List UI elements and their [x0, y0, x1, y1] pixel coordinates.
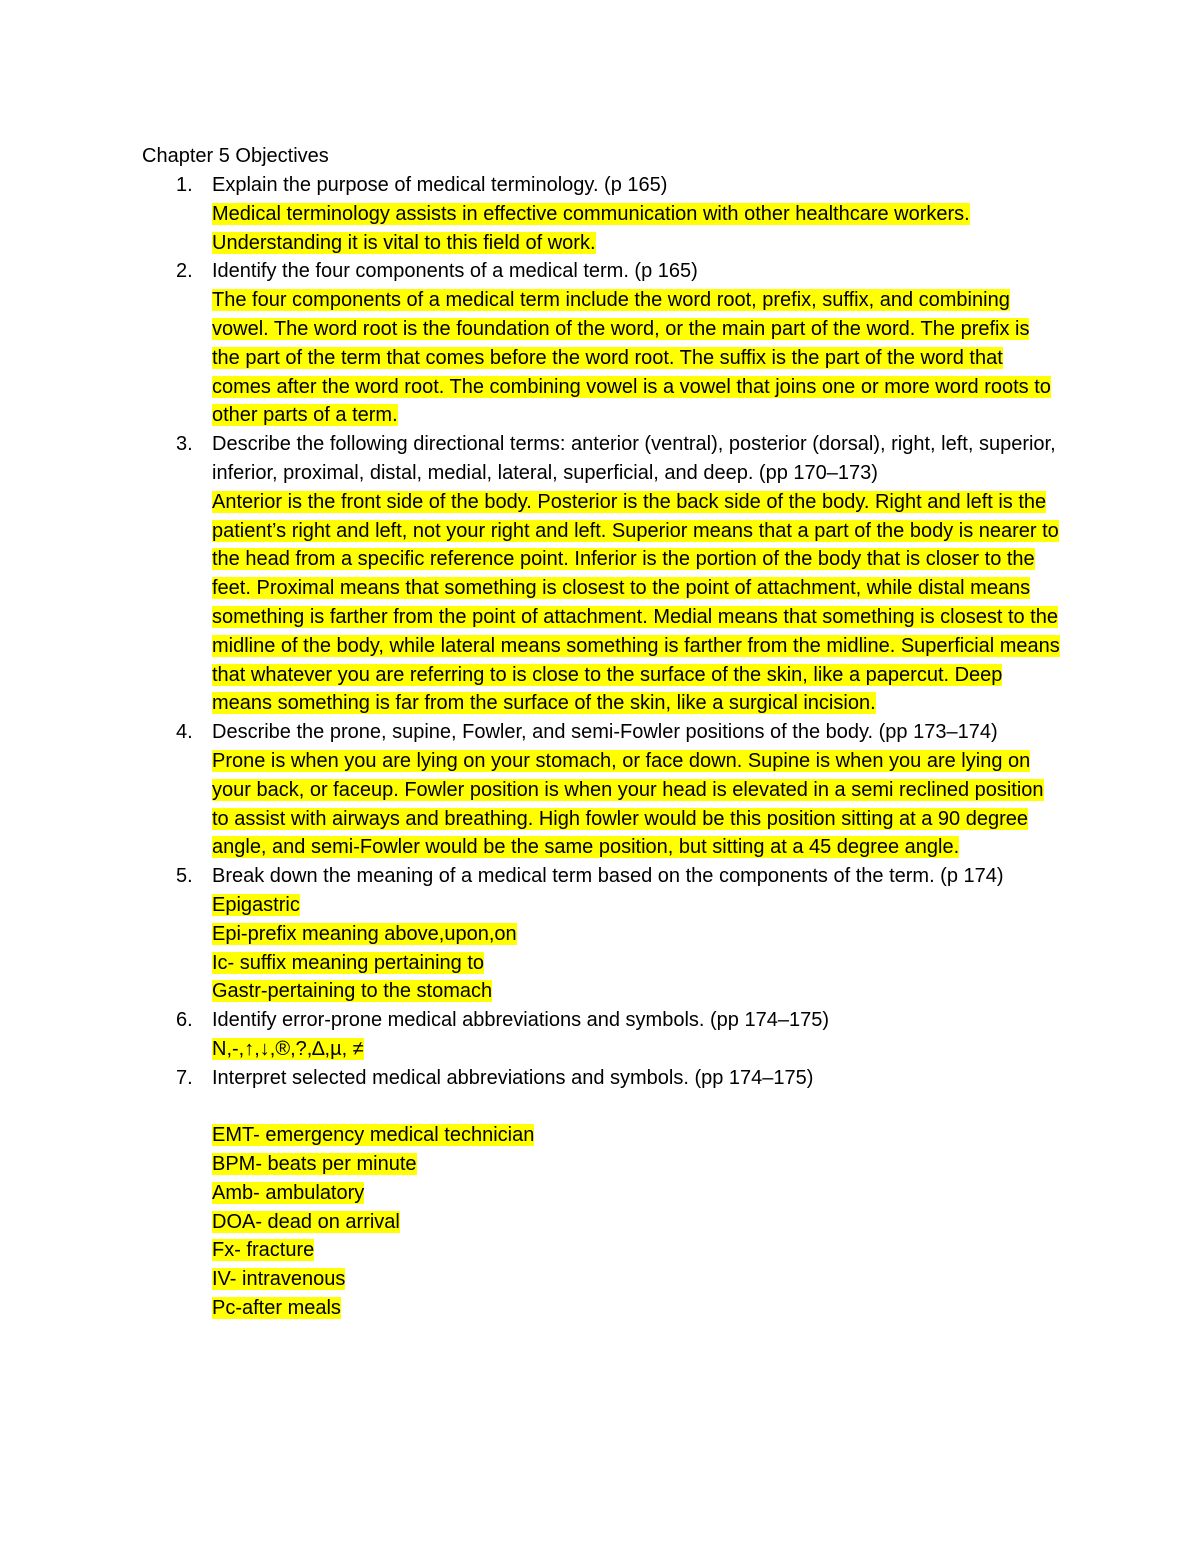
- objective-answer: [212, 1121, 1062, 1323]
- objective-question: Identify the four components of a medical term. (p 165): [212, 260, 698, 283]
- highlighted-answer-line: BPM- beats per minute: [212, 1153, 417, 1176]
- objective-answer: [212, 200, 1062, 258]
- objective-answer: [212, 1035, 1062, 1064]
- highlighted-answer-line: DOA- dead on arrival: [212, 1210, 400, 1233]
- highlighted-answer-line: EMT- emergency medical technician: [212, 1124, 535, 1147]
- objective-item: [142, 430, 1062, 718]
- highlighted-answer-text: Medical terminology assists in effective communication with other healthcare workers. Understanding it is vital to this field of work.: [212, 202, 970, 254]
- highlighted-answer-line: Pc-after meals: [212, 1297, 341, 1320]
- objective-item: [142, 718, 1062, 862]
- highlighted-answer-line: IV- intravenous: [212, 1268, 346, 1291]
- objective-item: [142, 862, 1062, 1006]
- objective-question: Interpret selected medical abbreviations and symbols. (pp 174–175): [212, 1066, 814, 1089]
- highlighted-answer-line: Epigastric: [212, 893, 300, 916]
- objective-answer: [212, 286, 1062, 430]
- objective-item: [142, 171, 1062, 257]
- highlighted-answer-text: Anterior is the front side of the body. Posterior is the back side of the body. Right and left is the patient’s right and left, not your right and left. Superior means that a part of the body is nearer to the head from a specific reference point. Inferior is the portion of the body that is closer to the feet. Proximal means that something is closest to the point of attachment, while distal means something is farther from the point of attachment. Medial means that something is closest to the midline of the body, while lateral means something is farther from the midline. Superficial means that whatever you are referring to is close to the surface of the skin, like a papercut. Deep means something is far from the surface of the skin, like a surgical incision.: [212, 490, 1060, 715]
- blank-line: [212, 1093, 1062, 1122]
- objective-number: 2.: [176, 260, 193, 283]
- objective-question: Describe the following directional terms: anterior (ventral), posterior (dorsal), right, left, superior, inferior, proximal, distal, medial, lateral, superficial, and deep. (pp 170–173): [212, 433, 1056, 484]
- objective-number: 1.: [176, 174, 193, 196]
- objective-item: [142, 257, 1062, 430]
- objective-number: 7.: [176, 1066, 193, 1089]
- objective-question: Describe the prone, supine, Fowler, and semi-Fowler positions of the body. (pp 173–174): [212, 721, 998, 744]
- highlighted-answer-text: The four components of a medical term include the word root, prefix, suffix, and combining vowel. The word root is the foundation of the word, or the main part of the word. The prefix is the part of the term that comes before the word root. The suffix is the part of the word that comes after the word root. The combining vowel is a vowel that joins one or more word roots to other parts of a term.: [212, 289, 1051, 427]
- highlighted-answer-text: Prone is when you are lying on your stomach, or face down. Supine is when you are lying on your back, or faceup. Fowler position is when your head is elevated in a semi reclined position to assist with airways and breathing. High fowler would be this position sitting at a 90 degree angle, and semi-Fowler would be the same position, but sitting at a 45 degree angle.: [212, 749, 1044, 859]
- highlighted-answer-text: N,-,↑,↓,®,?,∆,µ, ≠: [212, 1037, 364, 1060]
- objective-item: [142, 1064, 1062, 1323]
- objective-answer: [212, 488, 1062, 718]
- highlighted-answer-line: Gastr-pertaining to the stomach: [212, 980, 493, 1003]
- objective-item: [142, 1006, 1062, 1064]
- highlighted-answer-line: Ic- suffix meaning pertaining to: [212, 951, 485, 974]
- objective-number: 3.: [176, 433, 193, 456]
- objective-question: Explain the purpose of medical terminology. (p 165): [212, 174, 668, 196]
- objective-number: 6.: [176, 1009, 193, 1032]
- objective-answer: [212, 891, 1062, 1006]
- objective-question: Identify error-prone medical abbreviations and symbols. (pp 174–175): [212, 1009, 830, 1032]
- objective-answer: [212, 747, 1062, 862]
- objectives-list: [142, 171, 1062, 1323]
- objective-number: 4.: [176, 721, 193, 744]
- highlighted-answer-line: Amb- ambulatory: [212, 1181, 365, 1204]
- highlighted-answer-line: Fx- fracture: [212, 1239, 315, 1262]
- document-title: Chapter 5 Objectives: [142, 145, 329, 167]
- objective-number: 5.: [176, 865, 193, 888]
- objective-question: Break down the meaning of a medical term based on the components of the term. (p 174): [212, 865, 1004, 888]
- highlighted-answer-line: Epi-prefix meaning above,upon,on: [212, 922, 517, 945]
